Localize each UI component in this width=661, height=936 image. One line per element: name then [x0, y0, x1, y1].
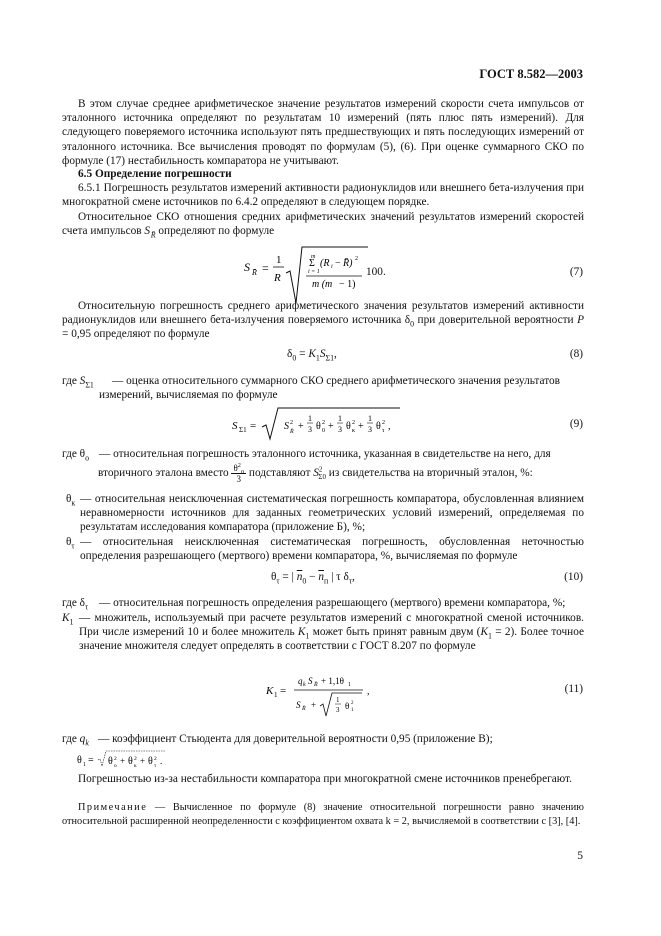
definition-theta0-cont: вторичного эталона вместо $\frac{\theta^2_0}{3}$ подставляют $S^2_{\Sigma 0}$ из свидетельства на вторичный эталон, %: — [98, 462, 533, 484]
svg-text:=: = — [262, 261, 269, 275]
definition-thetak-text: — относительная неисключенная систематическая погрешность компаратора, обусловленная влиянием неравномерности источников для заданных геометрических условий измерений, определяемая по результатам исследования компаратора (приложение Б), %; — [80, 493, 584, 534]
def-k1-a: — множитель, используемый при расчете результатов измерений с многократной сменой источников. При числе измерений 10 и более множитель — [79, 612, 584, 639]
svg-text:1: 1 — [351, 708, 354, 713]
svg-text:S: S — [296, 700, 301, 710]
svg-text:1: 1 — [308, 414, 312, 423]
svg-text:i = 1: i = 1 — [308, 269, 320, 275]
paragraph-rel-sko: Относительное СКО отношения средних арифметических значений результатов измерений скоростей счета импульсов S $_{R̄}$ определяют по формуле — [62, 211, 584, 240]
svg-text:θ: θ — [108, 756, 113, 767]
svg-text:2: 2 — [351, 701, 354, 706]
equation-number-9: (9) — [569, 418, 583, 430]
svg-text:θ: θ — [376, 421, 381, 432]
svg-text:2: 2 — [134, 756, 137, 762]
svg-text:=: = — [280, 685, 287, 697]
paragraph-rel-error: Относительную погрешность среднего арифметического значения результатов измерений активности радионуклидов или внешнего бета-излучения поверяемого источника $\delta_0$ при доверительной вероятности P = 0,95 определяют по формуле — [62, 300, 585, 341]
definition-thetat-text: — относительная неисключенная систематическая погрешность, обусловленная неточностью определения разрешающего (мертвого) времени компаратора, %, вычисляемая по формуле — [80, 536, 584, 563]
svg-text:3: 3 — [336, 706, 340, 714]
def-k1-b: может быть принят равным двум ( — [309, 626, 481, 639]
svg-text:R̄: R̄ — [290, 429, 294, 435]
definition-qk-symbol: где $q_k$ — [62, 733, 89, 748]
svg-text:1: 1 — [338, 414, 342, 423]
equation-number-7: (7) — [569, 266, 583, 278]
svg-text:− 1): − 1) — [339, 279, 356, 290]
svg-text:S: S — [232, 420, 238, 432]
formula-10: $\theta_\tau$ = | $\overline{n}_0 - \overline{n}_п$ | τ $\delta_\tau$, — [271, 571, 355, 586]
svg-text:Σ: Σ — [309, 258, 315, 269]
svg-text:θ: θ — [148, 756, 153, 767]
definition-theta0-symbol: где $\theta_о$ — [62, 448, 90, 463]
formula-11-graphic — [266, 672, 376, 722]
p-symbol: P — [577, 314, 585, 327]
svg-text:,: , — [367, 686, 370, 697]
formula-11 — [266, 672, 376, 726]
svg-text:=: = — [250, 420, 257, 432]
svg-text:1: 1 — [276, 254, 282, 266]
section-title: 6.5 Определение погрешности — [78, 168, 232, 180]
svg-text:Σ1: Σ1 — [239, 426, 247, 434]
definition-s-sigma-text2: измерений, вычисляемая по формуле — [99, 389, 278, 401]
svg-text:τ: τ — [154, 763, 157, 769]
svg-text:θ: θ — [346, 421, 351, 432]
definition-thetat-symbol: $\theta_\tau$ — [66, 536, 75, 551]
formula-8: $\delta_0 = K_1S_{\Sigma 1}$, — [287, 348, 337, 363]
formula-7-multiplier: 100. — [366, 266, 386, 278]
svg-text:+ 1,1θ: + 1,1θ — [321, 676, 344, 686]
svg-text:1: 1 — [336, 696, 340, 704]
svg-text:+: + — [140, 756, 146, 766]
svg-text:+: + — [358, 421, 364, 432]
definition-s-sigma-symbol: где $S_{\Sigma 1}$ — [62, 375, 94, 390]
svg-text:−: − — [335, 258, 341, 269]
svg-text:S: S — [244, 260, 250, 274]
svg-text:к: к — [352, 428, 355, 434]
def-theta0-c: подставляют — [248, 467, 311, 480]
note-text: — Вычисленное по формуле (8) значение относительной погрешности равно значению относительной расширенной неопределенности с коэффициентом охвата k = 2, вычисляемой в соответствии с [3], [4]. — [62, 802, 584, 827]
definition-s-sigma-text: — оценка относительного суммарного СКО среднего арифметического значения результатов — [112, 375, 560, 387]
paragraph-651: 6.5.1 Погрешность результатов измерений активности радионуклидов или внешнего бета-излучения при многократной смене источников по 6.4.2 определяют в следующем порядке. — [62, 182, 584, 209]
svg-text:2: 2 — [322, 420, 325, 426]
paragraph-rel-sko-text: Относительное СКО отношения средних арифметических значений результатов измерений скоростей счета импульсов — [62, 211, 584, 238]
svg-text:R: R — [274, 272, 281, 284]
page-number: 5 — [577, 850, 583, 862]
svg-text:+: + — [328, 421, 334, 432]
svg-text:θ: θ — [77, 755, 82, 766]
definition-qk-text: — коэффициент Стьюдента для доверительной вероятности 0,95 (приложение В); — [98, 733, 493, 745]
svg-text:1: 1 — [83, 762, 86, 768]
svg-text:0: 0 — [322, 428, 325, 434]
paragraph-instability: Погрешностью из-за нестабильности компаратора при многократной смене источников пренебрегают. — [78, 773, 572, 785]
definition-theta0-text: — относительная погрешность эталонного источника, указанная в свидетельстве на него, для — [99, 448, 551, 460]
svg-text:2: 2 — [355, 256, 358, 262]
definition-k1-symbol: $K_1$ — [62, 612, 74, 627]
svg-text:2: 2 — [114, 756, 117, 762]
definition-deltat-text: — относительная погрешность определения разрешающего (мертвого) времени компаратора, %; — [99, 597, 566, 609]
svg-text:1: 1 — [348, 682, 351, 688]
def-k1-c: = 2). Более точное значение множителя следует определять в соответствии с ГОСТ 8.207 по формуле — [79, 626, 584, 653]
definition-k1-text: — множитель, используемый при расчете результатов измерений с многократной сменой источников. При числе измерений 10 и более множитель $K_1$ может быть принят равным двум $(K_1 = 2)$. Более точное значение множителя следует определять в соответствии с ГОСТ 8.207 по формуле — [79, 612, 584, 653]
svg-text:3: 3 — [308, 425, 312, 434]
paragraph-rel-error-mid: при доверительной вероятности — [414, 314, 578, 327]
svg-text:3: 3 — [338, 425, 342, 434]
svg-text:1: 1 — [274, 691, 278, 699]
svg-text:m (m: m (m — [312, 279, 333, 290]
svg-text:(R: (R — [320, 258, 330, 269]
definition-deltat-symbol: где $\delta_\tau$ — [62, 597, 89, 612]
def-theta0-d: из свидетельства на вторичный эталон, %: — [328, 467, 533, 480]
svg-text:R̄: R̄ — [314, 682, 318, 688]
paragraph-rel-sko-end: определяют по формуле — [155, 225, 275, 238]
svg-text:R̄: R̄ — [252, 268, 257, 277]
definition-thetak-symbol: $\theta_к$ — [66, 493, 76, 508]
svg-text:τ: τ — [382, 428, 385, 434]
equation-number-10: (10) — [564, 571, 583, 583]
svg-text:+: + — [311, 700, 317, 710]
where-label: где — [62, 375, 77, 387]
formula-9 — [232, 407, 402, 447]
svg-text:θ: θ — [128, 756, 133, 767]
paragraph-rel-error-text: Относительную погрешность среднего арифметического значения результатов измерений активности радионуклидов или внешнего бета-излучения поверяемого источника δ — [62, 300, 584, 327]
svg-text:+: + — [120, 756, 126, 766]
svg-text:+: + — [298, 421, 304, 432]
svg-text:K: K — [266, 685, 274, 697]
paragraph-intro: В этом случае среднее арифметическое значение результатов измерений скорости счета импульсов от эталонного источника определяют по результатам 10 измерений (пять плюс пять измерений). Для следующего поверяемого источника используют пять предшествующих и пять последующих измерений от эталонного источника. Все вычисления проводят по формулам (5), (6). При оценке суммарного СКО по формуле (17) нестабильность компаратора не учитывают. — [62, 98, 584, 167]
svg-text:R̄: R̄ — [302, 706, 306, 712]
formula-9-graphic — [232, 407, 402, 443]
svg-text:=: = — [88, 755, 94, 766]
svg-text:R̄): R̄) — [343, 258, 353, 269]
svg-text:i: i — [331, 264, 333, 270]
equation-number-8: (8) — [569, 348, 583, 360]
svg-text:2: 2 — [382, 420, 385, 426]
equation-number-11: (11) — [564, 683, 583, 695]
svg-text:S: S — [308, 676, 313, 686]
svg-text:S: S — [284, 421, 289, 432]
note-label: Примечание — [78, 802, 148, 813]
svg-text:к: к — [134, 763, 137, 769]
formula-theta1-graphic — [77, 749, 167, 771]
svg-text:о: о — [114, 763, 117, 769]
svg-text:θ: θ — [316, 421, 321, 432]
svg-text:,: , — [388, 421, 391, 432]
svg-text:2: 2 — [352, 420, 355, 426]
svg-text:2: 2 — [290, 420, 293, 426]
svg-text:m: m — [311, 254, 316, 260]
svg-text:2: 2 — [154, 756, 157, 762]
svg-text:.: . — [160, 756, 163, 766]
paragraph-rel-error-end: = 0,95 определяют по формуле — [62, 328, 210, 341]
svg-text:3: 3 — [368, 425, 372, 434]
svg-text:θ: θ — [345, 701, 350, 711]
standard-header: ГОСТ 8.582—2003 — [479, 67, 583, 81]
svg-text:q: q — [298, 676, 303, 686]
svg-text:1: 1 — [368, 414, 372, 423]
note — [62, 801, 584, 828]
svg-text:k: k — [303, 682, 306, 688]
def-theta0-b: вторичного эталона вместо — [98, 467, 229, 480]
